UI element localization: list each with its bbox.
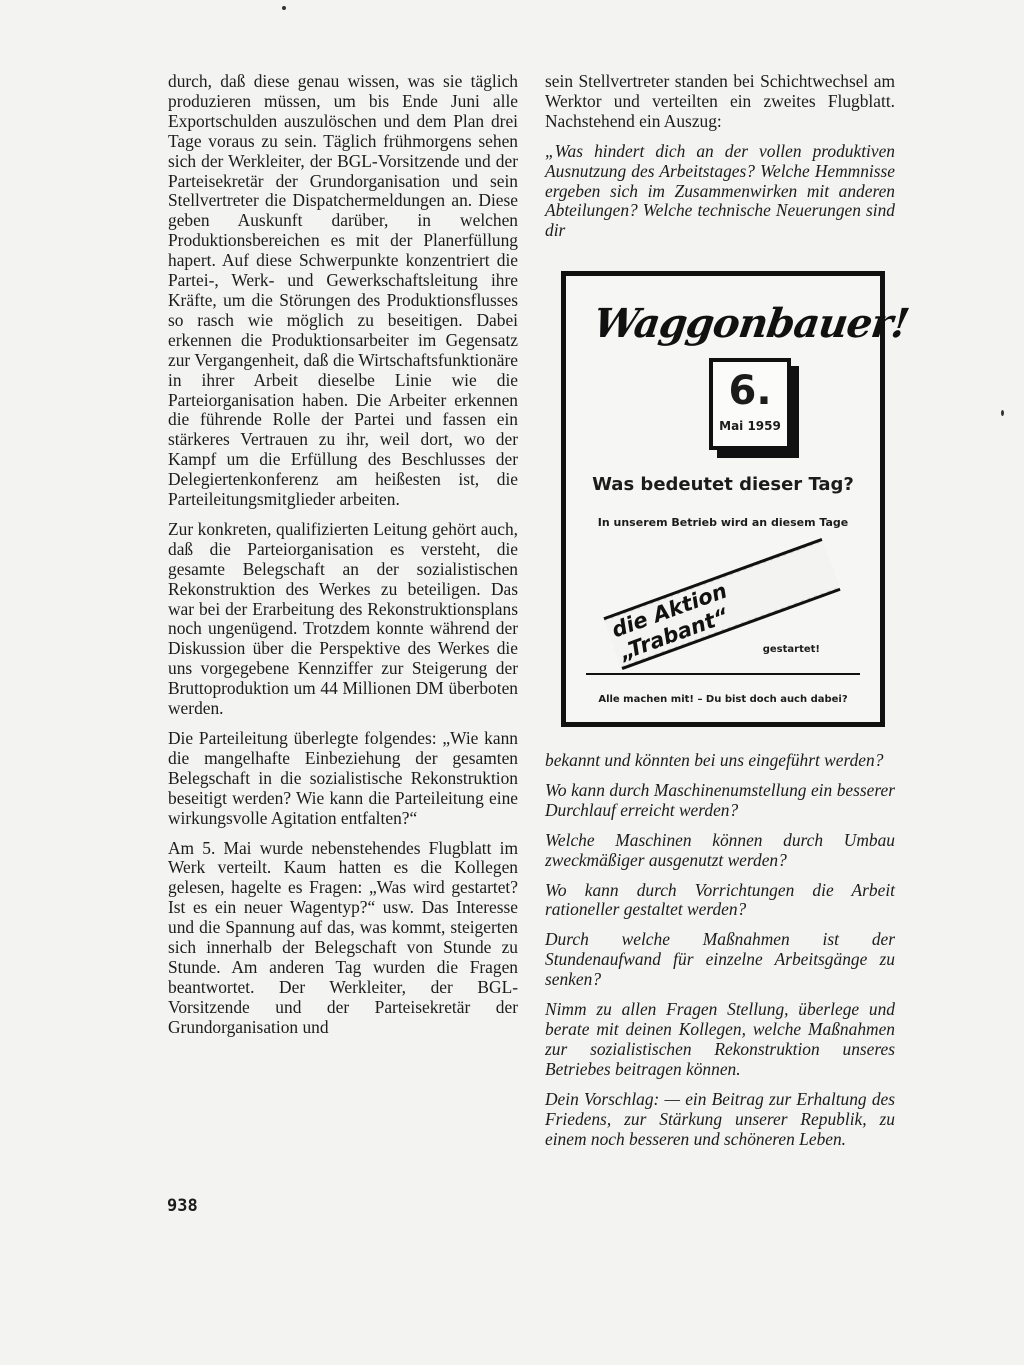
flyer-excerpt-paragraph: „Was hindert dich an der vollen produktiven Ausnutzung des Arbeitstages? Welche Hemmnisse ergeben sich im Zusammenwirken mit anderen Abteilungen? Welche technische Neuerungen sind dir (545, 140, 895, 241)
action-label: die Aktion „Trabant“ (605, 542, 839, 666)
flyer-header: Waggonbauer! (590, 300, 912, 347)
flyer-image (561, 271, 912, 727)
left-text-column (168, 72, 518, 1048)
calendar-sheet (709, 358, 791, 450)
paragraph: Die Parteileitung überlegte folgendes: „Wie kann die mangelhafte Einbeziehung der gesamten Belegschaft in die sozialistische Rekonstruktion beseitigt werden? Wie kann die Parteileitung eine wirkungsvolle Agitation entfalten?“ (168, 728, 518, 828)
paragraph: Wo kann durch Vorrichtungen die Arbeit rationeller gestaltet werden? (545, 879, 895, 920)
scan-speck (282, 6, 286, 10)
paragraph: Durch welche Maßnahmen ist der Stundenaufwand für einzelne Arbeitsgänge zu senken? (545, 929, 895, 990)
paragraph: durch, daß diese genau wissen, was sie täglich produzieren müssen, um bis Ende Juni alle Exportschulden auszulöschen und dem Plan drei Tage voraus zu sein. Täglich frühmorgens sehen sich der Werkleiter, der BGL-Vorsitzende und der Parteisekretär der Grundorganisation und sein Stellvertreter die Dispatchermeldungen an. Diese geben Auskunft darüber, in welchen Produktionsbereichen es mit der Planerfüllung hapert. Auf diese Schwerpunkte konzentriert die Partei-, Werk- und Gewerkschaftsleitung ihre Kräfte, um die Störungen des Produktionsflusses so rasch wie möglich zu beseitigen. Dabei erkennen die Produktionsarbeiter im Gegensatz zur Vergangenheit, daß die Wirtschaftsfunktionäre in ihrer Arbeit dieselbe Linie wie die Parteiorganisation haben. Die Arbeiter erkennen die führende Rolle der Partei und fassen ein stärkeres Vertrauen zu ihr, weil dort, wo der Kampf um die Erfüllung des Beschlusses der Delegiertenkonferenz am heißesten ist, die Parteileitungsmitglieder arbeiten. (168, 71, 518, 510)
calendar-month: Mai 1959 (719, 419, 781, 433)
scan-speck (1001, 410, 1004, 416)
flyer-subline: In unserem Betrieb wird an diesem Tage (597, 516, 849, 529)
calendar-day: 6. (728, 368, 772, 414)
divider (586, 673, 860, 675)
paragraph: Zur konkreten, qualifizierten Leitung gehört auch, daß die Parteiorganisation es versteht, die gesamte Belegschaft an der sozialistischen Rekonstruktion des Werkes zu beteiligen. Das war bei der Erarbeitung des Rekonstruktionsplans noch ungenügend. Trotzdem konnte während der Diskussion über die Perspektive des Werkes die uns vorgegebene Kennziffer zur Steigerung der Bruttoproduktion um 44 Millionen DM überboten werden. (168, 518, 518, 719)
paragraph: sein Stellvertreter standen bei Schichtwechsel am Werktor und verteilten ein zweites Flugblatt. Nachstehend ein Auszug: (545, 71, 895, 131)
paragraph: Nimm zu allen Fragen Stellung, überlege und berate mit deinen Kollegen, welche Maßnahmen zur sozialistischen Rekonstruktion unseres Betriebes beitragen können. (545, 999, 895, 1079)
flyer-question: Was bedeutet dieser Tag? (592, 474, 854, 495)
paragraph: Am 5. Mai wurde nebenstehendes Flugblatt im Werk verteilt. Kaum hatten es die Kollegen gelesen, hagelte es Fragen: „Was wird gestartet? Ist es ein neuer Wagentyp?“ usw. Das Interesse und die Spannung auf das, was kommt, steigerten sich innerhalb der Belegschaft von Stunde zu Stunde. Am anderen Tag wurden die Fragen beantwortet. Der Werkleiter, der BGL-Vorsitzende und der Parteisekretär der Grundorganisation und (168, 837, 518, 1037)
flyer-started: gestartet! (762, 644, 820, 655)
page-number: 938 (167, 1196, 198, 1216)
paragraph: Wo kann durch Maschinenumstellung ein besserer Durchlauf erreicht werden? (545, 779, 895, 820)
right-text-column-top (545, 72, 895, 251)
flyer-footer: Alle machen mit! – Du bist doch auch dabei? (598, 694, 848, 705)
paragraph: Dein Vorschlag: — ein Beitrag zur Erhaltung des Friedens, zur Stärkung unserer Republik, zu einem noch besseren und schöneren Leben. (545, 1088, 895, 1149)
paragraph: Welche Maschinen können durch Umbau zweckmäßiger ausgenutzt werden? (545, 829, 895, 870)
paragraph: bekannt und könnten bei uns eingeführt werden? (545, 750, 884, 770)
right-text-column-bottom (545, 751, 895, 1159)
